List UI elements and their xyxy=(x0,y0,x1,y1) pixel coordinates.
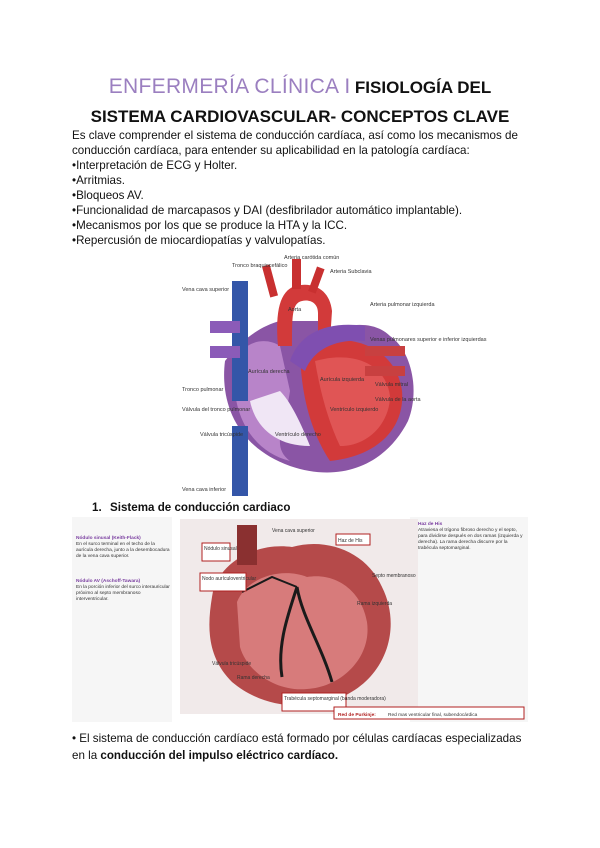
label-tronco-pulmonar: Tronco pulmonar xyxy=(182,387,224,393)
label-septo: Septo membranoso xyxy=(372,573,416,579)
note-av-text-wrap xyxy=(76,585,170,615)
title-part1: ENFERMERÍA CLÍNICA I xyxy=(108,75,351,98)
label-aorta: Aorta xyxy=(288,307,302,313)
label-subclavia: Arteria Subclavia xyxy=(330,269,372,275)
bullet-item: • Funcionalidad de marcapasos y DAI (desfibrilador automático implantable). xyxy=(72,203,532,218)
title-line2: SISTEMA CARDIOVASCULAR- CONCEPTOS CLAVE xyxy=(90,107,510,126)
footer-paragraph: • El sistema de conducción cardíaco está formado por células cardíacas especializadas en la conducción del impulso eléctrico cardíaco. xyxy=(72,732,522,762)
bullet-item: • Arritmias. xyxy=(72,173,532,188)
bullet-item: • Repercusión de miocardiopatías y valvulopatías. xyxy=(72,233,532,248)
section-number: 1. xyxy=(92,501,102,514)
callout-nodo-av: Nodo aurículoventricular xyxy=(202,576,257,582)
intro-block xyxy=(72,128,532,248)
note-purkinje-title: Red de Purkinje: xyxy=(338,713,376,718)
label-ventriculo-izq: Ventrículo izquierdo xyxy=(330,407,379,413)
bullet-item: • Bloqueos AV. xyxy=(72,188,532,203)
note-his-text: Atraviesa el trígono fibroso derecho y el septo, para dividirse después en dos ramas (izquierda y derecha). La rama derecha discurre por la trabécula septomarginal. xyxy=(418,528,523,551)
label-vena-cava-sup: Vena cava superior xyxy=(182,287,230,293)
label-valvula-tric-cond: Válvula tricúspide xyxy=(212,661,252,667)
section-title: Sistema de conducción cardiaco xyxy=(110,501,291,514)
note-his-text-wrap xyxy=(418,528,524,568)
key-points-list xyxy=(72,158,532,248)
note-av-title: Nódulo AV (Aschoff-Tawara) xyxy=(76,579,141,584)
note-sinusal-text: En el surco terminal en el techo de la aurícula derecha, junto a la desembocadura de la vena cava superior. xyxy=(76,542,170,559)
bullet-item: • Mecanismos por los que se produce la HTA y la ICC. xyxy=(72,218,532,233)
label-arteria-pulmonar: Arteria pulmonar izquierda xyxy=(370,302,435,308)
intro-text: Es clave comprender el sistema de conducción cardíaca, así como los mecanismos de conducción cardíaca, para entender su aplicabilidad en la patología cardíaca: xyxy=(72,129,518,157)
label-ventriculo-der: Ventrículo derecho xyxy=(275,432,321,438)
heart-anatomy-diagram xyxy=(180,251,487,496)
label-tronco-braquio: Tronco braquiocefálico xyxy=(232,263,288,269)
callout-trabecula: Trabécula septomarginal (banda moderadora) xyxy=(284,696,386,702)
label-valvula-tronco: Válvula del tronco pulmonar xyxy=(182,407,251,413)
label-vena-cava-sup-cond: Vena cava superior xyxy=(272,528,315,534)
page-title xyxy=(0,74,600,130)
bullet-item: • Interpretación de ECG y Holter. xyxy=(72,158,532,173)
note-purkinje-text: Red mas ventricular final, subendocárdica xyxy=(388,713,478,718)
title-part2: FISIOLOGÍA DEL xyxy=(354,78,492,97)
callout-nodulo-sinusal: Nódulo sinusal xyxy=(204,546,237,552)
label-valvula-aorta: Válvula de la aorta xyxy=(375,397,421,403)
footer-bold: conducción del impulso eléctrico cardíaco. xyxy=(100,749,339,762)
label-valvula-tricuspide: Válvula tricúspide xyxy=(200,432,244,438)
label-rama-der: Rama derecha xyxy=(237,675,270,681)
section-heading xyxy=(92,501,290,514)
label-auricula-izq: Aurícula izquierda xyxy=(320,377,365,383)
note-av-text: En la porción inferior del surco interauricular próximo al septo membranoso interventricular. xyxy=(76,585,170,602)
label-rama-izq: Rama izquierda xyxy=(357,601,393,607)
label-valvula-mitral: Válvula mitral xyxy=(375,382,409,388)
label-vena-cava-inf: Vena cava inferior xyxy=(182,487,227,493)
note-his-title: Haz de His xyxy=(418,522,443,527)
label-auricula-der: Aurícula derecha xyxy=(248,369,290,375)
callout-haz-his: Haz de His xyxy=(338,538,363,544)
conduction-system-figure xyxy=(72,517,528,722)
label-venas-pulmonares: Venas pulmonares superior e inferior izquierdas xyxy=(370,337,487,343)
note-sinusal-title: Nódulo sinusal (Keith-Flack) xyxy=(76,536,141,541)
footer-text: El sistema de conducción cardíaco está formado por células cardíacas especializadas en la xyxy=(72,732,522,762)
label-carotida: Arteria carótida común xyxy=(284,255,340,261)
note-sinusal-text-wrap xyxy=(76,542,170,576)
